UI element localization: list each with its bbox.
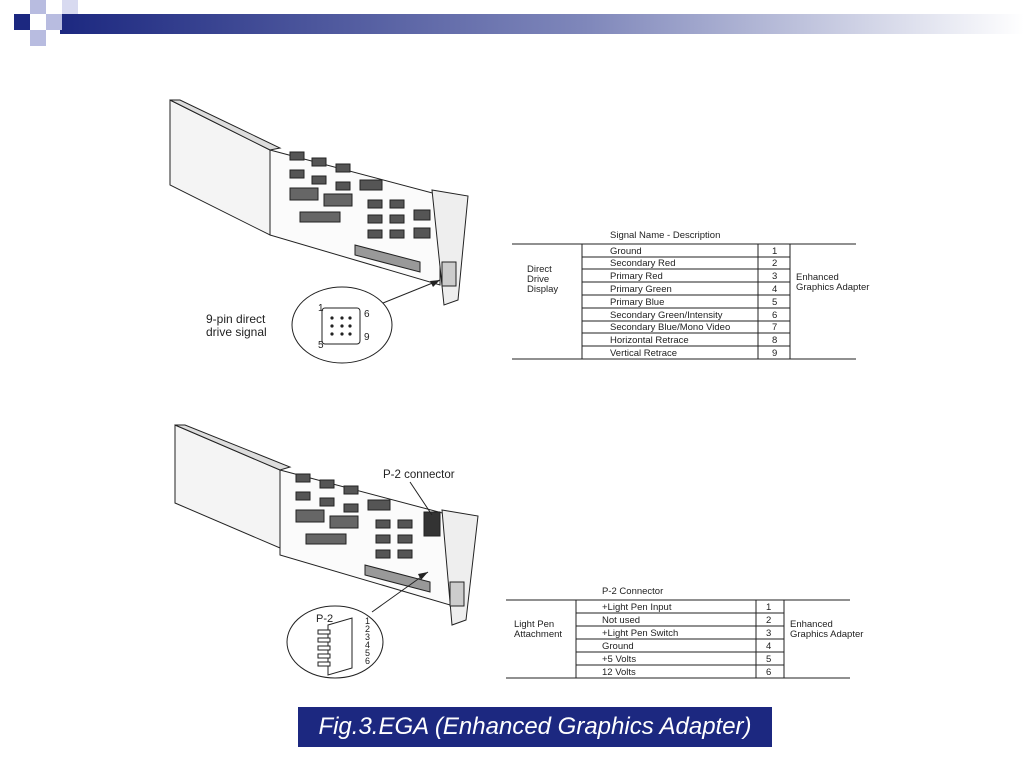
- signal-pin: 6: [772, 310, 778, 321]
- pin-label: 4: [365, 640, 371, 650]
- signal-pin: 1: [766, 602, 772, 613]
- table1-group-label: Drive: [527, 274, 550, 285]
- signal-name: Secondary Blue/Mono Video: [610, 322, 731, 333]
- signal-pin: 3: [772, 271, 778, 282]
- signal-pin: 9: [772, 348, 778, 359]
- pin-label: 9: [364, 332, 370, 343]
- signal-pin: 2: [772, 258, 778, 269]
- pin-label: 6: [364, 309, 370, 320]
- signal-name: Not used: [602, 615, 641, 626]
- signal-name: Secondary Red: [610, 258, 676, 269]
- table1-group-label: Display: [527, 284, 559, 295]
- signal-name: +Light Pen Switch: [602, 628, 679, 639]
- callout-label: P-2: [316, 613, 334, 625]
- signal-name: +Light Pen Input: [602, 602, 672, 613]
- table2-side-label: Graphics Adapter: [790, 629, 864, 640]
- signal-name: Horizontal Retrace: [610, 335, 689, 346]
- signal-name: Secondary Green/Intensity: [610, 310, 723, 321]
- table1-rows: [610, 246, 777, 359]
- signal-pin: 7: [772, 322, 778, 333]
- signal-pin: 4: [766, 641, 772, 652]
- pin-label: 2: [365, 624, 371, 634]
- ega-card-bottom: [175, 425, 478, 625]
- table2-side-label: Enhanced: [790, 619, 833, 630]
- signal-pin: 1: [772, 246, 778, 257]
- signal-pin: 8: [772, 335, 778, 346]
- figure-caption: Fig.3.EGA (Enhanced Graphics Adapter): [298, 707, 772, 747]
- pin-label: 3: [365, 632, 371, 642]
- callout-label: drive signal: [206, 325, 267, 339]
- pin-label: 5: [365, 648, 371, 658]
- signal-name: +5 Volts: [602, 654, 637, 665]
- signal-name: Ground: [602, 641, 634, 652]
- table2-group-label: Attachment: [514, 629, 563, 640]
- signal-name: Primary Red: [610, 271, 663, 282]
- p2-pin-numbers: [365, 616, 370, 666]
- pin-label: 1: [365, 616, 371, 626]
- signal-pin: 2: [766, 615, 772, 626]
- table1-side-label: Enhanced: [796, 272, 839, 283]
- signal-name: 12 Volts: [602, 667, 636, 678]
- table1-group-label: Direct: [527, 264, 552, 275]
- signal-pin: 4: [772, 284, 778, 295]
- table2-group-label: Light Pen: [514, 619, 555, 630]
- table2-title: P-2 Connector: [602, 586, 664, 597]
- signal-pin: 5: [766, 654, 772, 665]
- signal-name: Vertical Retrace: [610, 348, 678, 359]
- ega-card-top: [170, 100, 468, 305]
- table1-title: Signal Name - Description: [610, 230, 721, 241]
- connector-label: P-2 connector: [383, 469, 455, 481]
- pin-label: 6: [365, 656, 371, 666]
- signal-pin: 6: [766, 667, 772, 678]
- signal-name: Ground: [610, 246, 642, 257]
- callout-label: 9-pin direct: [206, 312, 266, 326]
- signal-pin: 5: [772, 297, 778, 308]
- signal-name: Primary Green: [610, 284, 672, 295]
- signal-pin: 3: [766, 628, 772, 639]
- pin-label: 1: [318, 303, 324, 314]
- signal-name: Primary Blue: [610, 297, 665, 308]
- table1-side-label: Graphics Adapter: [796, 282, 870, 293]
- pin-label: 5: [318, 340, 324, 351]
